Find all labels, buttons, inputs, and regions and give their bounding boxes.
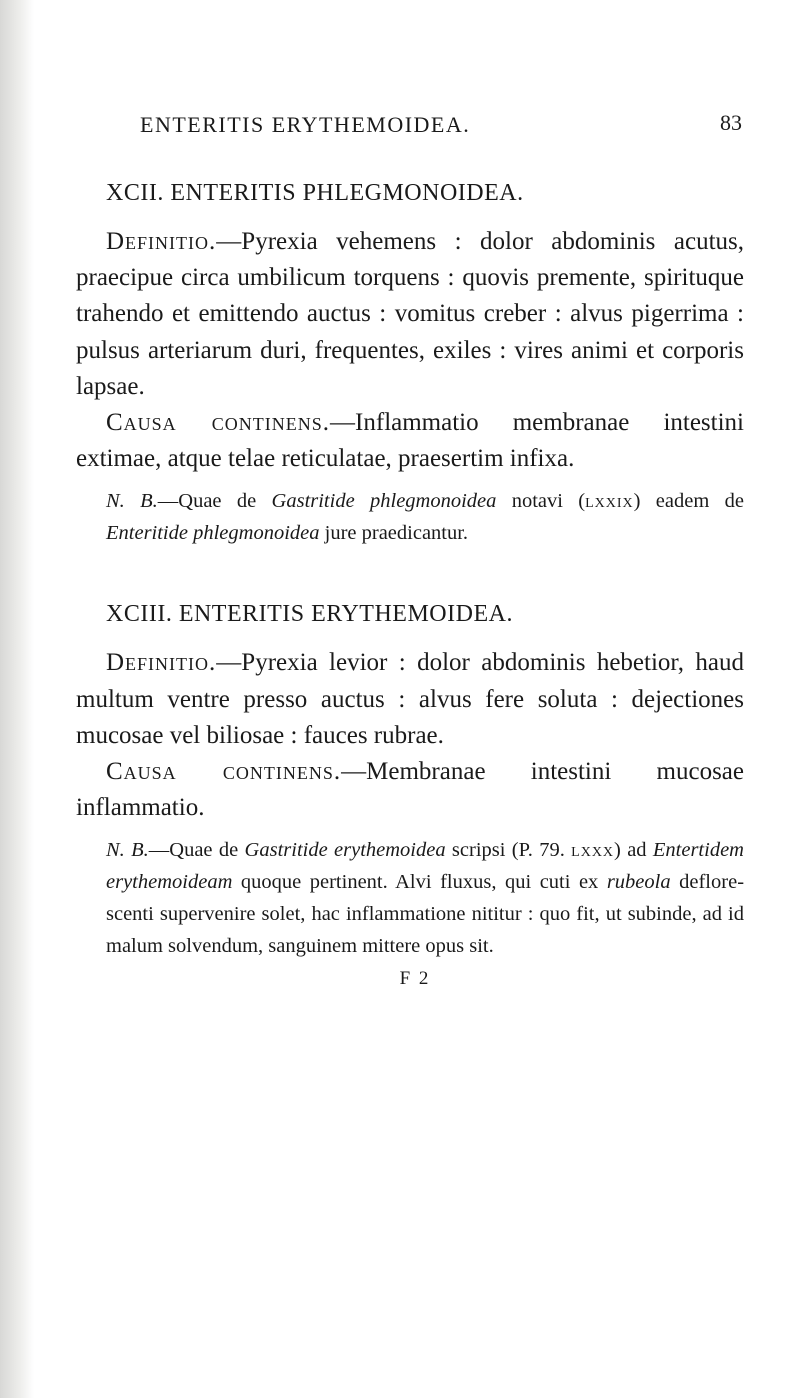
causa-paragraph: [76, 754, 744, 826]
note-text: —Quae de: [157, 490, 272, 513]
page-gutter-shadow: [0, 0, 34, 1398]
causa-label: Causa continens.: [106, 409, 331, 437]
note-italic: Gastritide phlegmonoidea: [271, 490, 497, 513]
definitio-paragraph: [76, 645, 744, 754]
note-text: ) eadem de: [633, 490, 744, 513]
page-number: 83: [720, 110, 742, 135]
definitio-label: Definitio.: [106, 649, 217, 677]
note-italic: Gastritide erythemoidea: [244, 839, 446, 862]
book-page: [76, 96, 744, 990]
note-italic: Enteritide phlegmonoidea: [106, 522, 320, 545]
section-heading-xciii: XCIII. ENTERITIS ERYTHEMOIDEA.: [106, 601, 513, 628]
note-italic: rubeola: [606, 871, 671, 894]
note-reference: lxxx: [571, 839, 615, 862]
nota-bene-note: [76, 834, 744, 962]
note-text: quoque pertinent. Alvi fluxus, qui cuti ex: [232, 871, 607, 894]
note-text: deflorescenti supervenire solet, hac inflammatione nititur : quo fit, ut subinde, ad id malum solvendum, sanguinem mittere opus sit.: [106, 871, 745, 958]
note-italic: Entertidem erythemoideam: [106, 839, 744, 894]
note-text: ) ad: [614, 839, 653, 862]
definitio-paragraph: [76, 224, 744, 405]
definitio-text: —Pyrexia vehemens : dolor abdominis acutus, praecipue circa umbilicum torquens : quovis premente, spirituque trahendo et emittendo auctus : vomitus creber : alvus pigerrima : pulsus arteriarum duri, frequentes, exiles : vires animi et corporis lapsae.: [76, 228, 744, 400]
section-heading-xcii: XCII. ENTERITIS PHLEGMONOIDEA.: [106, 180, 524, 206]
note-label: N. B.: [106, 490, 158, 513]
causa-text: —Inflammatio membranae intestini extimae, atque telae reticulatae, praesertim infixa.: [76, 409, 744, 473]
note-text: scripsi (P. 79.: [445, 839, 572, 862]
note-text: —Quae de: [148, 839, 245, 862]
note-text: notavi (: [496, 490, 586, 513]
causa-label: Causa continens.: [106, 758, 342, 786]
nota-bene-note: [76, 485, 744, 549]
note-text: jure praedicantur.: [319, 522, 469, 545]
causa-paragraph: [76, 405, 744, 477]
definitio-label: Definitio.: [106, 228, 217, 255]
note-label: N. B.: [106, 839, 149, 862]
causa-text: —Membranae intestini mucosae inflammatio.: [76, 758, 744, 822]
running-head: [76, 96, 744, 136]
running-head-title: ENTERITIS ERYTHEMOIDEA.: [140, 112, 471, 137]
signature-mark: F 2: [399, 968, 431, 990]
definitio-text: —Pyrexia levior : dolor abdominis hebetior, haud multum ventre presso auctus : alvus fere soluta : dejectiones mucosae vel biliosae : fauces rubrae.: [76, 649, 744, 749]
note-reference: lxxix: [585, 490, 634, 513]
